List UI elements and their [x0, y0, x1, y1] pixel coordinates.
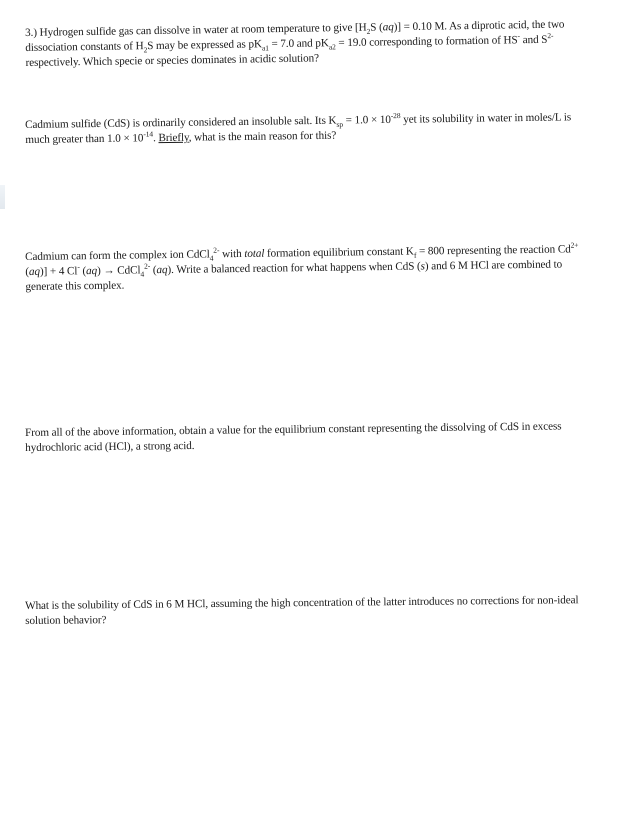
q2-text-b: = 1.0 × 10	[342, 113, 391, 127]
superscript-minus: -	[517, 31, 520, 41]
q2-text-a: Cadmium sulfide (CdS) is ordinarily considered an insoluble salt. Its K	[25, 114, 337, 131]
superscript-2minus: 2-	[213, 245, 220, 255]
question-cadmium-complex-ion	[25, 242, 598, 295]
subscript-a1: a1	[261, 43, 269, 53]
q3-text-b: with	[219, 247, 245, 261]
q3-text-e: = 800 representing the reaction Cd	[416, 243, 571, 258]
superscript-2plus: 2+	[570, 240, 579, 250]
q1-text-h: and S	[519, 33, 548, 47]
q4-text: From all of the above information, obtain a value for the equilibrium constant representing the dissolving of CdS in excess hydrochloric acid (HCl), a strong acid.	[25, 420, 562, 454]
q3-text-h: )] + 4 Cl	[39, 265, 78, 278]
q3-text-i: (	[79, 265, 87, 278]
q3-text-k: ) → CdCl	[97, 264, 141, 277]
q1-text-i: respectively. Which specie or species dominates in acidic solution?	[25, 52, 320, 69]
q3-text-n: ). Write a balanced reaction for what happens when CdS (	[167, 260, 421, 277]
q3-text-l: (	[150, 264, 157, 277]
q3-phase-aq: aq	[86, 264, 98, 278]
question-solubility-in-hcl	[25, 593, 597, 629]
q2-text-f: , what is the main reason for this?	[188, 129, 337, 144]
q3-text-a: Cadmium can form the complex ion CdCl	[25, 248, 210, 263]
q3-total-italic: total	[244, 247, 265, 260]
question-equilibrium-constant	[25, 419, 597, 456]
q1-text-b: S (	[370, 21, 383, 34]
subscript-f: f	[413, 250, 417, 260]
q3-phase-aq: aq	[28, 265, 41, 278]
subscript-4: 4	[140, 269, 145, 279]
q1-text-d: )] = 0.10 M. As a diprotic acid, the two dissociation constants of H	[25, 18, 565, 54]
q1-text-e: S may be expressed as pK	[147, 38, 262, 53]
q1-text-a: 3.) Hydrogen sulfide gas can dissolve in water at room temperature to give [H	[25, 21, 367, 39]
q3-phase-aq: aq	[156, 264, 168, 277]
subscript-a2: a2	[328, 42, 336, 52]
superscript-neg28: -28	[390, 111, 401, 121]
scan-edge-mark	[0, 185, 5, 209]
q3-text-f: (	[25, 265, 30, 278]
superscript-2minus: 2-	[547, 30, 554, 41]
q2-text-d: .	[152, 132, 159, 145]
question-cadmium-sulfide-solubility	[25, 110, 597, 148]
q3-text-p: ) and 6 M HCl are combined to generate this complex.	[25, 258, 563, 293]
q2-briefly-underlined: Briefly	[158, 131, 189, 145]
q3-phase-s: s	[420, 260, 425, 273]
q5-text: What is the solubility of CdS in 6 M HCl, assuming the high concentration of the latter introduces no corrections for non-ideal solution behavior?	[25, 594, 579, 627]
subscript-2: 2	[366, 26, 371, 36]
superscript-minus: -	[77, 262, 80, 272]
question-3-hydrogen-sulfide	[25, 17, 598, 71]
q3-text-d: formation equilibrium constant K	[264, 245, 414, 260]
q1-text-f: = 7.0 and pK	[268, 37, 329, 51]
q1-phase-aq: aq	[382, 21, 394, 34]
subscript-sp: sp	[336, 119, 344, 129]
q1-text-g: = 19.0 corresponding to formation of HS	[335, 34, 518, 50]
superscript-2minus: 2-	[143, 261, 151, 271]
q2-text-c: yet its solubility in water in moles/L is much greater than 1.0 × 10	[25, 111, 572, 146]
subscript-4: 4	[209, 253, 214, 263]
subscript-2: 2	[143, 45, 148, 55]
superscript-neg14: -14	[143, 129, 154, 139]
